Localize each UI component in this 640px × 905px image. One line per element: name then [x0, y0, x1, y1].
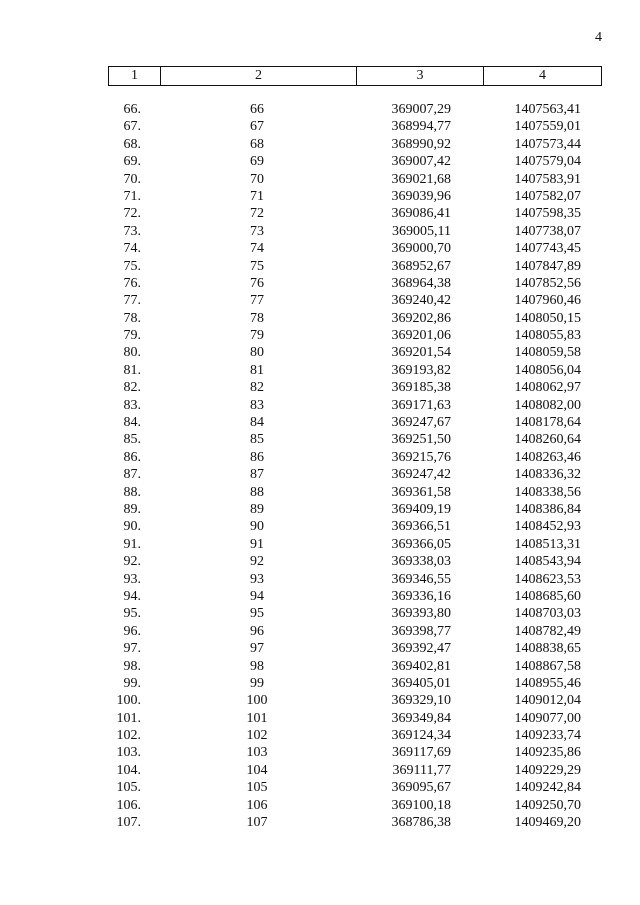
table-row — [0, 571, 640, 588]
table-row — [0, 762, 640, 779]
point-id-cell: 68 — [250, 136, 264, 152]
x-coordinate-cell: 369409,19 — [391, 501, 451, 517]
point-id-cell: 76 — [250, 275, 264, 291]
y-coordinate-cell: 1408543,94 — [514, 554, 581, 570]
x-coordinate-cell: 369346,55 — [391, 571, 451, 587]
point-id-cell: 82 — [250, 380, 264, 396]
page-number: 4 — [595, 30, 602, 45]
point-number-cell: 88. — [123, 484, 141, 500]
point-id-cell: 90 — [250, 519, 264, 535]
table-row — [0, 258, 640, 275]
point-number-cell: 72. — [123, 206, 141, 222]
y-coordinate-cell: 1408050,15 — [514, 310, 581, 326]
y-coordinate-cell: 1409233,74 — [514, 728, 581, 744]
point-id-cell: 107 — [246, 815, 268, 831]
point-number-cell: 75. — [123, 258, 141, 274]
x-coordinate-cell: 369100,18 — [391, 797, 451, 813]
table-row — [0, 710, 640, 727]
x-coordinate-cell: 369005,11 — [392, 223, 451, 239]
table-row — [0, 553, 640, 570]
y-coordinate-cell: 1408059,58 — [514, 345, 581, 361]
y-coordinate-cell: 1408338,56 — [514, 484, 581, 500]
point-id-cell: 66 — [250, 102, 264, 117]
point-number-cell: 101. — [116, 710, 141, 726]
coordinate-table-body — [0, 101, 640, 831]
x-coordinate-cell: 369402,81 — [391, 658, 451, 674]
table-row — [0, 797, 640, 814]
x-coordinate-cell: 369086,41 — [391, 206, 451, 222]
table-row — [0, 379, 640, 396]
table-row — [0, 675, 640, 692]
table-row — [0, 292, 640, 309]
y-coordinate-cell: 1408452,93 — [514, 519, 581, 535]
y-coordinate-cell: 1407583,91 — [514, 171, 581, 187]
point-number-cell: 99. — [123, 675, 141, 691]
x-coordinate-cell: 369251,50 — [391, 432, 451, 448]
point-number-cell: 100. — [116, 693, 141, 709]
point-number-cell: 80. — [123, 345, 141, 361]
x-coordinate-cell: 369185,38 — [391, 380, 451, 396]
x-coordinate-cell: 369202,86 — [391, 310, 451, 326]
x-coordinate-cell: 369201,06 — [391, 328, 451, 344]
x-coordinate-cell: 368994,77 — [391, 119, 451, 135]
table-row — [0, 814, 640, 831]
point-number-cell: 97. — [123, 641, 141, 657]
y-coordinate-cell: 1408260,64 — [514, 432, 581, 448]
point-id-cell: 106 — [246, 797, 268, 813]
y-coordinate-cell: 1407738,07 — [514, 223, 581, 239]
x-coordinate-cell: 369124,34 — [391, 728, 451, 744]
point-number-cell: 86. — [123, 449, 141, 465]
point-number-cell: 95. — [123, 606, 141, 622]
point-id-cell: 73 — [250, 223, 264, 239]
table-row — [0, 518, 640, 535]
point-id-cell: 99 — [250, 675, 264, 691]
point-id-cell: 95 — [250, 606, 264, 622]
point-number-cell: 107. — [116, 815, 141, 831]
x-coordinate-cell: 369338,03 — [391, 554, 451, 570]
point-id-cell: 100 — [246, 693, 268, 709]
table-row — [0, 640, 640, 657]
y-coordinate-cell: 1407743,45 — [514, 241, 581, 257]
y-coordinate-cell: 1409469,20 — [514, 815, 581, 831]
point-number-cell: 103. — [116, 745, 141, 761]
point-number-cell: 91. — [123, 536, 141, 552]
point-number-cell: 106. — [116, 797, 141, 813]
x-coordinate-cell: 369240,42 — [391, 293, 451, 309]
point-id-cell: 93 — [250, 571, 264, 587]
table-row — [0, 362, 640, 379]
point-number-cell: 102. — [116, 728, 141, 744]
x-coordinate-cell: 369329,10 — [391, 693, 451, 709]
point-number-cell: 98. — [123, 658, 141, 674]
point-number-cell: 73. — [123, 223, 141, 239]
point-number-cell: 67. — [123, 119, 141, 135]
x-coordinate-cell: 369000,70 — [391, 241, 451, 257]
table-row — [0, 188, 640, 205]
y-coordinate-cell: 1408955,46 — [514, 675, 581, 691]
table-row — [0, 536, 640, 553]
point-number-cell: 77. — [123, 293, 141, 309]
table-row — [0, 136, 640, 153]
point-id-cell: 88 — [250, 484, 264, 500]
x-coordinate-cell: 369193,82 — [391, 362, 451, 378]
x-coordinate-cell: 369366,51 — [391, 519, 451, 535]
point-number-cell: 84. — [123, 415, 141, 431]
x-coordinate-cell: 368964,38 — [391, 275, 451, 291]
table-row — [0, 310, 640, 327]
y-coordinate-cell: 1407579,04 — [514, 154, 581, 170]
point-number-cell: 92. — [123, 554, 141, 570]
point-id-cell: 79 — [250, 328, 264, 344]
y-coordinate-cell: 1409242,84 — [514, 780, 581, 796]
table-row — [0, 658, 640, 675]
point-id-cell: 86 — [250, 449, 264, 465]
point-id-cell: 97 — [250, 641, 264, 657]
x-coordinate-cell: 369007,42 — [391, 154, 451, 170]
x-coordinate-cell: 368990,92 — [391, 136, 451, 152]
table-row — [0, 327, 640, 344]
table-row — [0, 171, 640, 188]
y-coordinate-cell: 1408782,49 — [514, 623, 581, 639]
x-coordinate-cell: 369247,42 — [391, 467, 451, 483]
point-number-cell: 104. — [116, 762, 141, 778]
point-id-cell: 78 — [250, 310, 264, 326]
x-coordinate-cell: 369171,63 — [391, 397, 451, 413]
point-number-cell: 71. — [123, 188, 141, 204]
table-row — [0, 744, 640, 761]
y-coordinate-cell: 1408513,31 — [514, 536, 581, 552]
y-coordinate-cell: 1407573,44 — [514, 136, 581, 152]
table-row — [0, 692, 640, 709]
point-id-cell: 81 — [250, 362, 264, 378]
y-coordinate-cell: 1408685,60 — [514, 588, 581, 604]
point-id-cell: 70 — [250, 171, 264, 187]
y-coordinate-cell: 1408055,83 — [514, 328, 581, 344]
point-id-cell: 85 — [250, 432, 264, 448]
x-coordinate-cell: 369393,80 — [391, 606, 451, 622]
y-coordinate-cell: 1407559,01 — [514, 119, 581, 135]
point-id-cell: 101 — [246, 710, 268, 726]
x-coordinate-cell: 369247,67 — [391, 415, 451, 431]
point-number-cell: 85. — [123, 432, 141, 448]
header-cell-3: 3 — [357, 67, 484, 85]
point-number-cell: 81. — [123, 362, 141, 378]
x-coordinate-cell: 369201,54 — [391, 345, 451, 361]
point-id-cell: 96 — [250, 623, 264, 639]
point-number-cell: 94. — [123, 588, 141, 604]
table-row — [0, 240, 640, 257]
table-row — [0, 605, 640, 622]
y-coordinate-cell: 1408623,53 — [514, 571, 581, 587]
point-id-cell: 91 — [250, 536, 264, 552]
point-id-cell: 77 — [250, 293, 264, 309]
y-coordinate-cell: 1409012,04 — [514, 693, 581, 709]
x-coordinate-cell: 368952,67 — [391, 258, 451, 274]
y-coordinate-cell: 1408703,03 — [514, 606, 581, 622]
table-row — [0, 779, 640, 796]
y-coordinate-cell: 1409077,00 — [514, 710, 581, 726]
table-row — [0, 588, 640, 605]
y-coordinate-cell: 1408838,65 — [514, 641, 581, 657]
x-coordinate-cell: 369095,67 — [391, 780, 451, 796]
x-coordinate-cell: 369349,84 — [391, 710, 451, 726]
x-coordinate-cell: 369215,76 — [391, 449, 451, 465]
table-row — [0, 466, 640, 483]
y-coordinate-cell: 1408062,97 — [514, 380, 581, 396]
table-row — [0, 501, 640, 518]
table-header — [108, 66, 602, 86]
point-id-cell: 71 — [250, 188, 264, 204]
y-coordinate-cell: 1407563,41 — [514, 102, 581, 117]
y-coordinate-cell: 1408082,00 — [514, 397, 581, 413]
y-coordinate-cell: 1408867,58 — [514, 658, 581, 674]
header-cell-2: 2 — [161, 67, 357, 85]
point-id-cell: 98 — [250, 658, 264, 674]
y-coordinate-cell: 1408056,04 — [514, 362, 581, 378]
point-id-cell: 87 — [250, 467, 264, 483]
point-id-cell: 80 — [250, 345, 264, 361]
y-coordinate-cell: 1407598,35 — [514, 206, 581, 222]
y-coordinate-cell: 1407852,56 — [514, 275, 581, 291]
table-row — [0, 623, 640, 640]
point-number-cell: 69. — [123, 154, 141, 170]
table-row — [0, 484, 640, 501]
x-coordinate-cell: 368786,38 — [391, 815, 451, 831]
table-row — [0, 275, 640, 292]
table-row — [0, 118, 640, 135]
header-cell-1: 1 — [109, 67, 161, 85]
point-id-cell: 105 — [246, 780, 268, 796]
point-id-cell: 92 — [250, 554, 264, 570]
point-id-cell: 103 — [246, 745, 268, 761]
point-number-cell: 105. — [116, 780, 141, 796]
table-row — [0, 414, 640, 431]
x-coordinate-cell: 369398,77 — [391, 623, 451, 639]
x-coordinate-cell: 369111,77 — [392, 762, 451, 778]
point-number-cell: 93. — [123, 571, 141, 587]
y-coordinate-cell: 1409250,70 — [514, 797, 581, 813]
table-row — [0, 397, 640, 414]
table-row — [0, 101, 640, 118]
table-row — [0, 223, 640, 240]
point-number-cell: 68. — [123, 136, 141, 152]
point-number-cell: 76. — [123, 275, 141, 291]
y-coordinate-cell: 1408336,32 — [514, 467, 581, 483]
point-number-cell: 78. — [123, 310, 141, 326]
point-id-cell: 104 — [246, 762, 268, 778]
y-coordinate-cell: 1407847,89 — [514, 258, 581, 274]
table-row — [0, 449, 640, 466]
point-id-cell: 69 — [250, 154, 264, 170]
point-id-cell: 67 — [250, 119, 264, 135]
x-coordinate-cell: 369117,69 — [392, 745, 451, 761]
point-id-cell: 89 — [250, 501, 264, 517]
y-coordinate-cell: 1408178,64 — [514, 415, 581, 431]
x-coordinate-cell: 369039,96 — [391, 188, 451, 204]
table-row — [0, 727, 640, 744]
y-coordinate-cell: 1407960,46 — [514, 293, 581, 309]
point-id-cell: 72 — [250, 206, 264, 222]
point-number-cell: 83. — [123, 397, 141, 413]
point-number-cell: 89. — [123, 501, 141, 517]
table-row — [0, 153, 640, 170]
y-coordinate-cell: 1407582,07 — [514, 188, 581, 204]
table-row — [0, 431, 640, 448]
point-id-cell: 75 — [250, 258, 264, 274]
point-id-cell: 84 — [250, 415, 264, 431]
point-number-cell: 66. — [123, 102, 141, 117]
point-number-cell: 82. — [123, 380, 141, 396]
x-coordinate-cell: 369021,68 — [391, 171, 451, 187]
header-cell-4: 4 — [539, 68, 546, 83]
x-coordinate-cell: 369392,47 — [391, 641, 451, 657]
point-number-cell: 96. — [123, 623, 141, 639]
y-coordinate-cell: 1408263,46 — [514, 449, 581, 465]
point-number-cell: 90. — [123, 519, 141, 535]
x-coordinate-cell: 369405,01 — [391, 675, 451, 691]
point-number-cell: 87. — [123, 467, 141, 483]
point-id-cell: 102 — [246, 728, 268, 744]
x-coordinate-cell: 369366,05 — [391, 536, 451, 552]
x-coordinate-cell: 369007,29 — [391, 102, 451, 117]
point-id-cell: 83 — [250, 397, 264, 413]
point-id-cell: 74 — [250, 241, 264, 257]
point-number-cell: 79. — [123, 328, 141, 344]
point-number-cell: 74. — [123, 241, 141, 257]
table-row — [0, 344, 640, 361]
y-coordinate-cell: 1408386,84 — [514, 501, 581, 517]
point-number-cell: 70. — [123, 171, 141, 187]
point-id-cell: 94 — [250, 588, 264, 604]
table-row — [0, 205, 640, 222]
x-coordinate-cell: 369361,58 — [391, 484, 451, 500]
y-coordinate-cell: 1409229,29 — [514, 762, 581, 778]
x-coordinate-cell: 369336,16 — [391, 588, 451, 604]
y-coordinate-cell: 1409235,86 — [514, 745, 581, 761]
